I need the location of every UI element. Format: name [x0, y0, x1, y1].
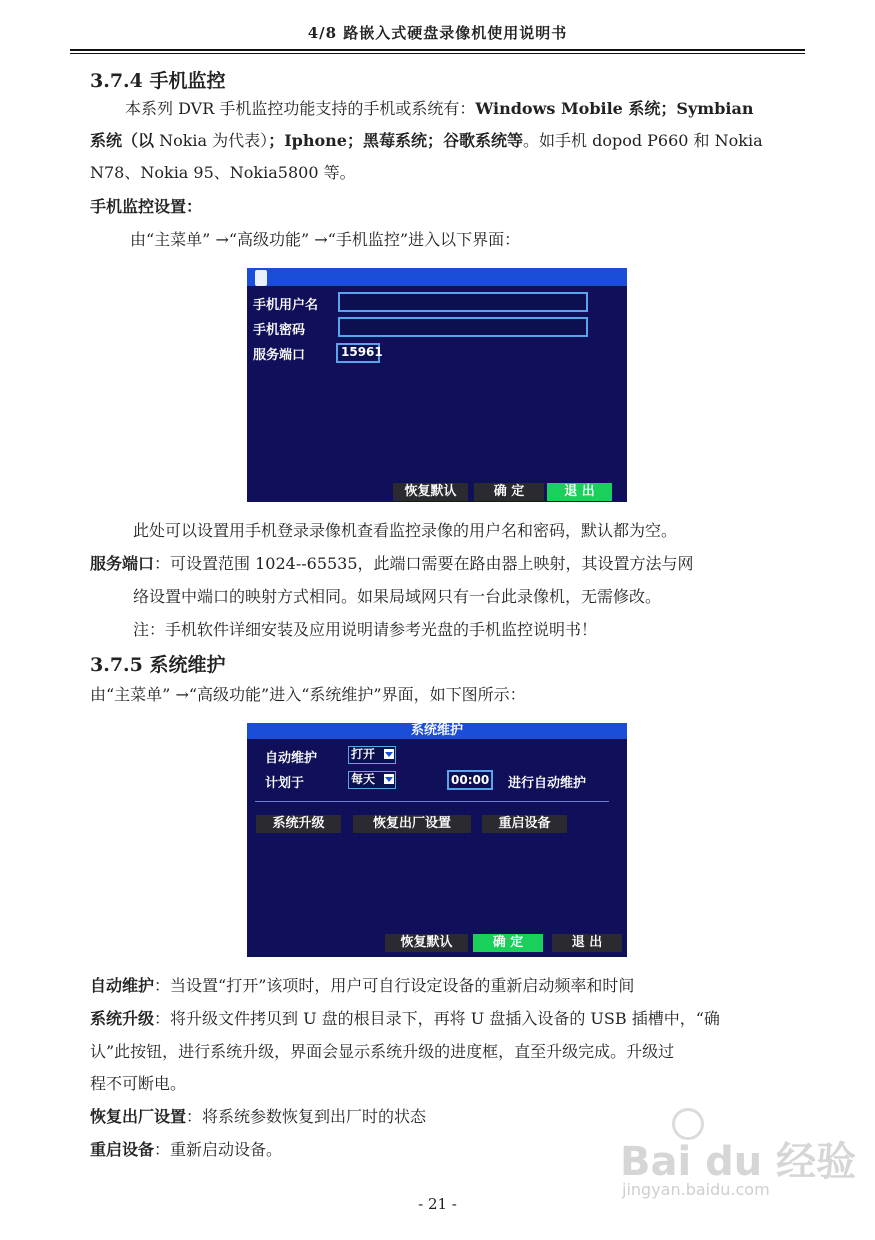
paragraph-line	[125, 98, 753, 120]
system-upgrade-button[interactable]: 系统升级	[256, 815, 341, 833]
term-label: 恢复出厂设置	[90, 1107, 187, 1126]
term-label: 系统升级	[90, 1009, 155, 1028]
auto-maint-value: 打开	[351, 747, 376, 761]
system-maintenance-screenshot	[247, 723, 627, 957]
reboot-button[interactable]: 重启设备	[482, 815, 567, 833]
after-screen-text: 此处可以设置用手机登录录像机查看监控录像的用户名和密码，默认都为空。	[133, 521, 678, 540]
upgrade-desc-cont: 程不可断电。	[90, 1074, 187, 1093]
header-rule-thin	[70, 53, 805, 54]
upgrade-desc-cont: 认”此按钮，进行系统升级，界面会显示系统升级的进度框，直至升级完成。升级过	[90, 1042, 675, 1061]
page-number: - 21 -	[418, 1195, 457, 1213]
password-field[interactable]	[338, 317, 588, 337]
port-label: 服务端口	[253, 348, 306, 363]
setup-heading: 手机监控设置：	[90, 197, 203, 216]
port-paragraph-cont: 络设置中端口的映射方式相同。如果局域网只有一台此录像机，无需修改。	[133, 587, 662, 606]
ok-button[interactable]: 确 定	[474, 483, 544, 501]
plan-value: 每天	[351, 772, 376, 786]
time-field[interactable]: 00:00	[447, 770, 493, 790]
factory-desc	[90, 1106, 426, 1128]
nav-instruction: 由“主菜单” →“高级功能”进入“系统维护”界面，如下图所示：	[90, 685, 526, 704]
text-run-bold: ；Iphone；黑莓系统；谷歌系统等	[268, 131, 523, 150]
text-run: Nokia 为代表）	[154, 131, 269, 150]
restore-default-button[interactable]: 恢复默认	[385, 934, 468, 952]
paragraph-line: N78、Nokia 95、Nokia5800 等。	[90, 163, 356, 182]
term-label: 重启设备	[90, 1140, 155, 1159]
section-title-374: 3.7.4 手机监控	[90, 70, 226, 92]
document-header: 4/8 路嵌入式硬盘录像机使用说明书	[307, 24, 568, 42]
text-run: ：重新启动设备。	[154, 1140, 283, 1159]
separator	[255, 801, 609, 802]
note: 注：手机软件详细安装及应用说明请参考光盘的手机监控说明书！	[133, 620, 598, 639]
username-label: 手机用户名	[253, 298, 319, 313]
password-label: 手机密码	[253, 323, 306, 338]
text-run: ：将系统参数恢复到出厂时的状态	[186, 1107, 427, 1126]
term-label: 自动维护	[90, 976, 155, 995]
nav-instruction: 由“主菜单” →“高级功能” →“手机监控”进入以下界面：	[130, 230, 521, 249]
watermark-logo: Bai du 经验	[620, 1139, 857, 1185]
ok-button[interactable]: 确 定	[473, 934, 543, 952]
text-run: 。如手机 dopod P660 和 Nokia	[522, 131, 763, 150]
exit-button[interactable]: 退 出	[552, 934, 622, 952]
dropdown-arrow-icon	[384, 774, 394, 784]
section-title-375: 3.7.5 系统维护	[90, 654, 226, 676]
restore-default-button[interactable]: 恢复默认	[393, 483, 468, 501]
auto-maint-select[interactable]	[348, 746, 396, 764]
screen-title: 系统维护	[247, 723, 627, 739]
auto-maint-label: 自动维护	[265, 751, 318, 766]
factory-reset-button[interactable]: 恢复出厂设置	[353, 815, 471, 833]
header-rule	[70, 49, 805, 51]
plan-label: 计划于	[265, 776, 305, 791]
text-run-bold: 系统（以	[90, 131, 155, 150]
plan-select[interactable]	[348, 771, 396, 789]
text-run: ：可设置范围 1024--65535，此端口需要在路由器上映射，其设置方法与网	[154, 554, 694, 573]
paragraph-line	[90, 130, 763, 152]
scroll-handle-icon	[255, 270, 267, 286]
text-run: ：当设置“打开”该项时，用户可自行设定设备的重新启动频率和时间	[154, 976, 635, 995]
screen-title-bar	[247, 268, 627, 286]
username-field[interactable]	[338, 292, 588, 312]
text-run: 本系列 DVR 手机监控功能支持的手机或系统有：	[125, 99, 476, 118]
exit-button[interactable]: 退 出	[547, 483, 612, 501]
upgrade-desc	[90, 1008, 720, 1030]
dropdown-arrow-icon	[384, 749, 394, 759]
port-paragraph	[90, 553, 694, 575]
text-run: ：将升级文件拷贝到 U 盘的根目录下，再将 U 盘插入设备的 USB 插槽中，“确	[154, 1009, 720, 1028]
text-run-bold: Windows Mobile 系统；Symbian	[475, 99, 754, 118]
run-maint-label: 进行自动维护	[508, 776, 587, 791]
port-field[interactable]: 15961	[336, 343, 380, 363]
term-label: 服务端口	[90, 554, 155, 573]
watermark-url: jingyan.baidu.com	[622, 1180, 770, 1199]
auto-maint-desc	[90, 975, 634, 997]
reboot-desc	[90, 1139, 282, 1161]
mobile-monitor-screenshot	[247, 268, 627, 502]
